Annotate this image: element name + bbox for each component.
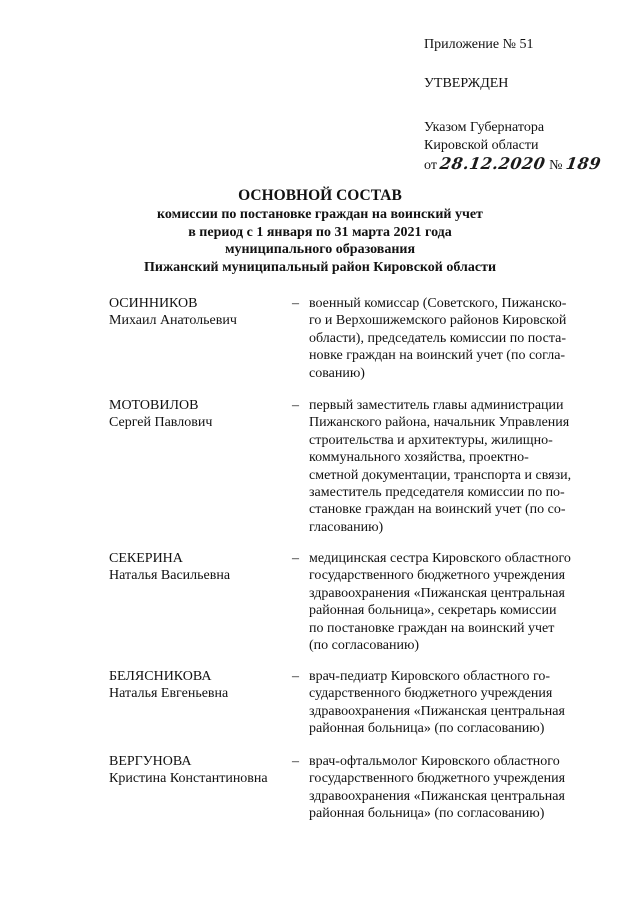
member-person bbox=[109, 397, 289, 432]
member-entry bbox=[109, 397, 589, 550]
approval-block bbox=[424, 36, 601, 175]
members-list bbox=[109, 295, 589, 823]
role-line: сметной документации, транспорта и связи, bbox=[309, 467, 572, 483]
role-line: го и Верхошижемского районов Кировской bbox=[309, 313, 567, 329]
number-prefix: № bbox=[549, 158, 563, 173]
member-given-names: Наталья Евгеньевна bbox=[109, 686, 229, 702]
role-line: врач-педиатр Кировского областного го- bbox=[309, 669, 551, 684]
role-line: коммунального хозяйства, проектно- bbox=[309, 450, 529, 466]
role-line: сованию) bbox=[309, 365, 365, 381]
title-main: ОСНОВНОЙ СОСТАВ bbox=[238, 187, 402, 204]
role-line: заместитель председателя комиссии по по- bbox=[309, 485, 565, 501]
title-line-2: в период с 1 января по 31 марта 2021 года bbox=[188, 224, 452, 240]
member-dash: – bbox=[292, 669, 299, 684]
role-line: строительства и архитектуры, жилищно- bbox=[309, 432, 553, 448]
member-role bbox=[309, 668, 589, 738]
appendix-number: Приложение № 51 bbox=[424, 37, 534, 52]
role-line: районная больница» (по согласованию) bbox=[309, 721, 545, 737]
member-given-names: Михаил Анатольевич bbox=[109, 313, 237, 329]
role-line: становке граждан на воинский учет (по со- bbox=[309, 502, 566, 518]
member-given-names: Сергей Павлович bbox=[109, 415, 213, 431]
member-role bbox=[309, 550, 589, 654]
member-person bbox=[109, 668, 289, 703]
member-dash: – bbox=[292, 296, 299, 311]
role-line: врач-офтальмолог Кировского областного bbox=[309, 754, 560, 769]
handwritten-number: 189 bbox=[564, 154, 603, 173]
member-surname: СЕКЕРИНА bbox=[109, 551, 183, 566]
member-entry bbox=[109, 753, 589, 823]
member-person bbox=[109, 550, 289, 585]
member-surname: МОТОВИЛОВ bbox=[109, 398, 199, 413]
role-line: области), председатель комиссии по поста- bbox=[309, 330, 566, 346]
member-given-names: Наталья Васильевна bbox=[109, 568, 231, 584]
decree-line-2: Кировской области bbox=[424, 138, 539, 153]
member-role bbox=[309, 753, 589, 823]
member-surname: БЕЛЯСНИКОВА bbox=[109, 669, 212, 684]
role-line: районная больница», секретарь комиссии bbox=[309, 603, 557, 619]
decree-line-1: Указом Губернатора bbox=[424, 120, 545, 135]
title-line-1: комиссии по постановке граждан на воинский учет bbox=[157, 207, 483, 222]
member-entry bbox=[109, 550, 589, 668]
document-title bbox=[0, 186, 640, 276]
member-entry bbox=[109, 668, 589, 753]
role-line: первый заместитель главы администрации bbox=[309, 398, 564, 413]
role-line: здравоохранения «Пижанская центральная bbox=[309, 788, 565, 804]
role-line: медицинская сестра Кировского областного bbox=[309, 551, 571, 566]
member-dash: – bbox=[292, 551, 299, 566]
member-person bbox=[109, 753, 289, 788]
role-line: гласованию) bbox=[309, 519, 384, 535]
decree-date-line bbox=[424, 155, 601, 175]
approved-label: УТВЕРЖДЕН bbox=[424, 76, 509, 91]
member-surname: ОСИННИКОВ bbox=[109, 296, 198, 311]
member-dash: – bbox=[292, 754, 299, 769]
role-line: здравоохранения «Пижанская центральная bbox=[309, 703, 565, 719]
member-role bbox=[309, 397, 589, 536]
role-line: новке граждан на воинский учет (по согла- bbox=[309, 348, 566, 364]
title-line-4: Пижанский муниципальный район Кировской области bbox=[143, 259, 497, 275]
role-line: государственного бюджетного учреждения bbox=[309, 568, 566, 584]
member-given-names: Кристина Константиновна bbox=[109, 771, 268, 787]
member-person bbox=[109, 295, 289, 330]
member-dash: – bbox=[292, 398, 299, 413]
date-prefix: от bbox=[424, 158, 437, 173]
role-line: государственного бюджетного учреждения bbox=[309, 771, 566, 787]
role-line: военный комиссар (Советского, Пижанско- bbox=[309, 296, 567, 311]
role-line: (по согласованию) bbox=[309, 638, 420, 654]
title-line-3: муниципального образования bbox=[224, 242, 416, 257]
role-line: по постановке граждан на воинский учет bbox=[309, 620, 555, 636]
role-line: сударственного бюджетного учреждения bbox=[309, 686, 553, 702]
handwritten-date: 28.12.2020 bbox=[439, 154, 548, 173]
role-line: Пижанского района, начальник Управления bbox=[309, 415, 570, 431]
member-surname: ВЕРГУНОВА bbox=[109, 754, 192, 769]
role-line: районная больница» (по согласованию) bbox=[309, 806, 545, 822]
role-line: здравоохранения «Пижанская центральная bbox=[309, 585, 565, 601]
member-role bbox=[309, 295, 589, 382]
member-entry bbox=[109, 295, 589, 397]
